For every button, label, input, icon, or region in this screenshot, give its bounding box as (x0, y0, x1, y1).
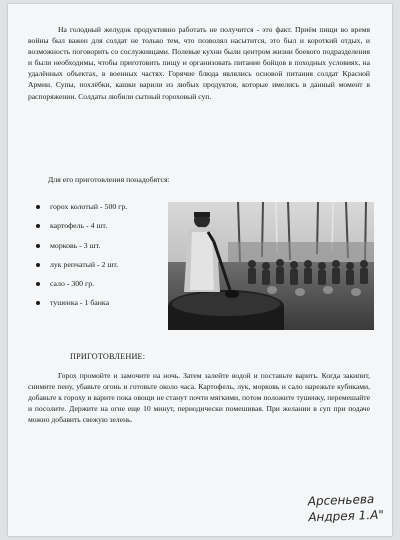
ingredient-text: картофель - 4 шт. (50, 221, 108, 231)
ingredient-text: сало - 300 гр. (50, 279, 95, 289)
list-item (36, 241, 127, 260)
bullet-icon (36, 301, 40, 305)
ingredients-intro: Для его приготовления понадобятся: (48, 175, 170, 184)
signature-line-1: Арсеньева (307, 492, 375, 509)
list-item (36, 279, 127, 298)
ingredient-text: лук репчатый - 2 шт. (50, 259, 119, 269)
field-kitchen-photo (168, 202, 374, 330)
field-kitchen-photo-image (168, 202, 374, 330)
ingredients-list (36, 202, 127, 318)
bullet-icon (36, 263, 40, 267)
document-sheet (8, 4, 392, 536)
bullet-icon (36, 205, 40, 209)
list-item (36, 221, 127, 240)
bullet-icon (36, 244, 40, 248)
bullet-icon (36, 224, 40, 228)
method-heading: ПРИГОТОВЛЕНИЕ: (70, 352, 146, 361)
ingredient-text: морковь - 3 шт. (50, 240, 101, 250)
signature-line-2: Андрея 1.А" (308, 507, 385, 525)
list-item (36, 298, 127, 317)
bullet-icon (36, 282, 40, 286)
method-paragraph: Горох промойте и замочите на ночь. Затем залейте водой и поставьте варить. Когда закипит, снимите пену, убавьте огонь и готовьте около часа. Картофель, лук, морковь и сало нарежьте кубиками, добавьте к гороху и варите пока овощи не станут почти мягкими, потом положите тушенку, перемешайте и посолите. Держите на огне еще 10 минут, периодически помешивая. При желании в суп при подаче можно добавить свежую зелень. (28, 371, 370, 425)
list-item (36, 260, 127, 279)
intro-paragraph: На голодный желудок продуктивно работать не получится - это факт. Приём пищи во время войны был важен для солдат не только тем, что позволял насытится, это был и короткий отдых, и возможность поговорить со сослуживцами. Полевые кухни были центром жизни боевого подразделения и были необходимы, чтобы приготовить пищу и организовать питание бойцов в походных условиях, на удалённых объектах, в военных частях. Горячие блюда являлись основой питания солдат Красной Армии. Супы, похлёбки, кашки варили из любых продуктов, которые имелись в данный момент в распоряжении. Солдаты любили сытный гороховый суп. (28, 25, 370, 101)
list-item (36, 202, 127, 221)
ingredient-text: горох колотый - 500 гр. (50, 202, 128, 211)
handwritten-signature (307, 491, 384, 526)
ingredient-text: тушенка - 1 банка (50, 298, 110, 308)
